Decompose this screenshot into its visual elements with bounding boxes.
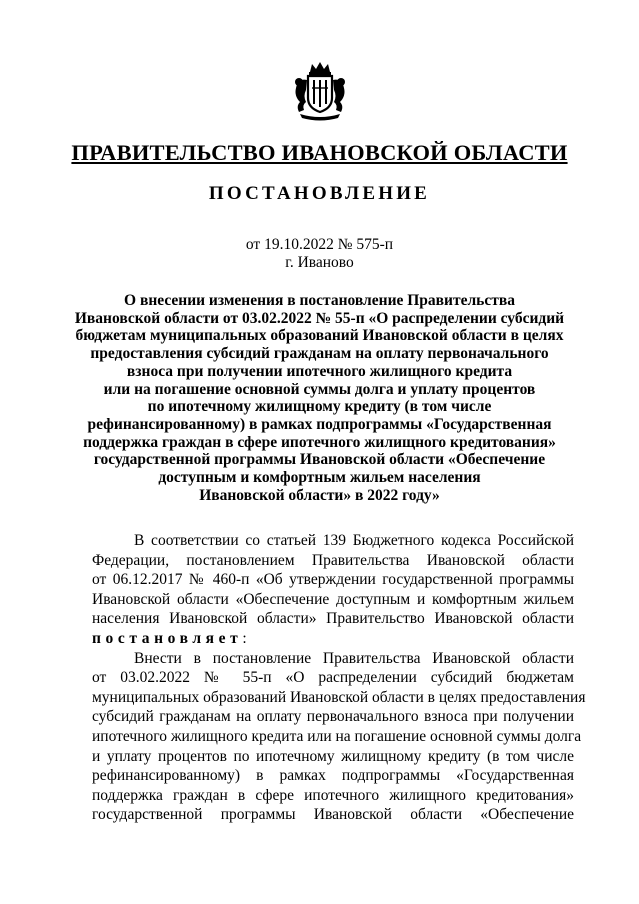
document-title bbox=[70, 292, 569, 504]
document-date-number: от 19.10.2022 № 575-п bbox=[245, 236, 394, 253]
title-line: государственной программы Ивановской области «Обеспечение bbox=[93, 451, 546, 469]
title-line: Ивановской области» в 2022 году» bbox=[199, 486, 440, 504]
body-line: муниципальных образований Ивановской области в целях предоставления bbox=[92, 688, 586, 706]
title-line: взноса при получении ипотечного жилищного кредита bbox=[126, 362, 513, 380]
title-line: бюджетам муниципальных образований Ивановской области в целях bbox=[75, 327, 564, 345]
title-line: Ивановской области от 03.02.2022 № 55-п «О распределении субсидий bbox=[74, 309, 565, 327]
document-city: г. Иваново bbox=[285, 254, 354, 271]
date-block bbox=[0, 236, 639, 272]
body-line: населения Ивановской области» Правительство Ивановской области bbox=[92, 610, 574, 628]
body-line: от 06.12.2017 № 460-п «Об утверждении государственной программы bbox=[92, 571, 574, 589]
body-line: от 03.02.2022 № 55-п «О распределении субсидий бюджетам bbox=[92, 669, 574, 687]
document-type: ПОСТАНОВЛЕНИЕ bbox=[208, 183, 431, 204]
body-line: Ивановской области «Обеспечение доступным и комфортным жильем bbox=[92, 590, 574, 608]
body-line: ипотечного жилищного кредита или на погашение основной суммы долга bbox=[92, 727, 582, 745]
body-line: рефинансированному) в рамках подпрограммы «Государственная bbox=[92, 767, 574, 785]
body-line: Внести в постановление Правительства Ивановской области bbox=[134, 649, 574, 667]
document-body bbox=[92, 531, 586, 825]
resolves-word: постановляет bbox=[92, 629, 243, 647]
title-line: поддержка граждан в сфере ипотечного жилищного кредитования» bbox=[83, 433, 556, 451]
resolves-colon: : bbox=[242, 629, 247, 647]
body-line: субсидий гражданам на оплату первоначального взноса при получении bbox=[92, 708, 574, 726]
body-line: Федерации, постановлением Правительства Ивановской области bbox=[92, 551, 574, 569]
body-line: поддержка граждан в сфере ипотечного жилищного кредитования» bbox=[92, 786, 574, 804]
body-line: В соответствии со статьей 139 Бюджетного кодекса Российской bbox=[134, 532, 574, 549]
title-line: доступным и комфортным жильем населения bbox=[158, 469, 481, 487]
body-line: государственной программы Ивановской области «Обеспечение bbox=[92, 806, 574, 824]
title-line: рефинансированному) в рамках подпрограммы «Государственная bbox=[87, 415, 552, 433]
title-line: по ипотечному жилищному кредиту (в том числе bbox=[147, 398, 492, 416]
title-line: предоставления субсидий гражданам на оплату первоначального bbox=[90, 345, 549, 363]
body-line: и уплату процентов по ипотечному жилищному кредиту (в том числе bbox=[92, 747, 574, 765]
resolves-line bbox=[92, 629, 574, 649]
title-line: О внесении изменения в постановление Правительства bbox=[124, 292, 515, 309]
organization-name: ПРАВИТЕЛЬСТВО ИВАНОВСКОЙ ОБЛАСТИ bbox=[71, 140, 568, 165]
title-line: или на погашение основной суммы долга и уплату процентов bbox=[103, 380, 536, 398]
coat-of-arms-icon bbox=[290, 60, 350, 122]
